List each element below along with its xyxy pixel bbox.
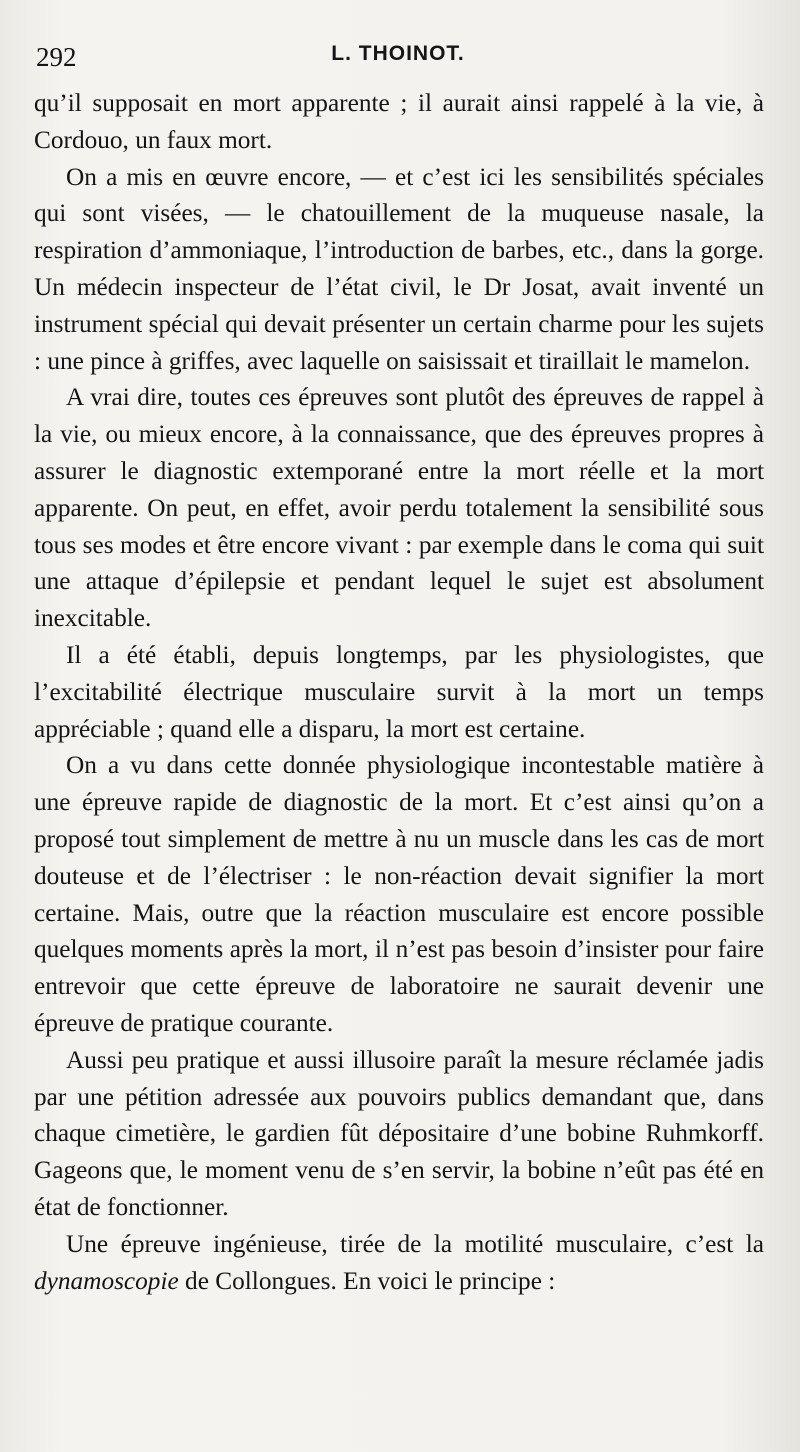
paragraph-2: On a mis en œuvre encore, — et c’est ici les sensibilités spéciales qui sont visées, — le chatouillement de la muqueuse nasale, la respiration d’ammoniaque, l’introduction de barbes, etc., dans la gorge. Un médecin inspecteur de l’état civil, le Dr Josat, avait inventé un instrument spécial qui devait présenter un certain charme pour les sujets : une pince à griffes, avec laquelle on saisissait et tiraillait le mamelon. bbox=[34, 162, 764, 375]
paragraph-7-text-after: de Collongues. En voici le principe : bbox=[178, 1266, 556, 1295]
paragraph-7-text-before: Une épreuve ingénieuse, tirée de la motilité musculaire, c’est la bbox=[66, 1229, 764, 1258]
paragraph-5: On a vu dans cette donnée physiologique incontestable matière à une épreuve rapide de diagnostic de la mort. Et c’est ainsi qu’on a proposé tout simplement de mettre à nu un muscle dans les cas de mort douteuse et de l’électriser : le non-réaction devait signifier la mort certaine. Mais, outre que la réaction musculaire est encore possible quelques moments après la mort, il n’est pas besoin d’insister pour faire entrevoir que cette épreuve de laboratoire ne saurait devenir une épreuve de pratique courante. bbox=[34, 751, 764, 1037]
paragraph-4: Il a été établi, depuis longtemps, par les physiologistes, que l’excitabilité électrique musculaire survit à la mort un temps appréciable ; quand elle a disparu, la mort est certaine. bbox=[34, 640, 764, 743]
body-text bbox=[34, 85, 764, 1299]
running-head: L. THOINOT. bbox=[331, 42, 465, 65]
paragraph-7-italic-term: dynamoscopie bbox=[34, 1266, 179, 1295]
page-header bbox=[36, 38, 760, 78]
paragraph-6: Aussi peu pratique et aussi illusoire paraît la mesure réclamée jadis par une pétition adressée aux pouvoirs publics demandant que, dans chaque cimetière, le gardien fût dépositaire d’une bobine Ruhmkorff. Gageons que, le moment venu de s’en servir, la bobine n’eût pas été en état de fonctionner. bbox=[34, 1045, 764, 1221]
page-number: 292 bbox=[36, 42, 77, 72]
paragraph-3: A vrai dire, toutes ces épreuves sont plutôt des épreuves de rappel à la vie, ou mieux encore, à la connaissance, que des épreuves propres à assurer le diagnostic extemporané entre la mort réelle et la mort apparente. On peut, en effet, avoir perdu totalement la sensibilité sous tous ses modes et être encore vivant : par exemple dans le coma qui suit une attaque d’épilepsie et pendant lequel le sujet est absolument inexcitable. bbox=[34, 383, 764, 633]
paragraph-7 bbox=[34, 1226, 764, 1300]
paragraph-1: qu’il supposait en mort apparente ; il aurait ainsi rappelé à la vie, à Cordouo, un faux mort. bbox=[34, 89, 764, 154]
